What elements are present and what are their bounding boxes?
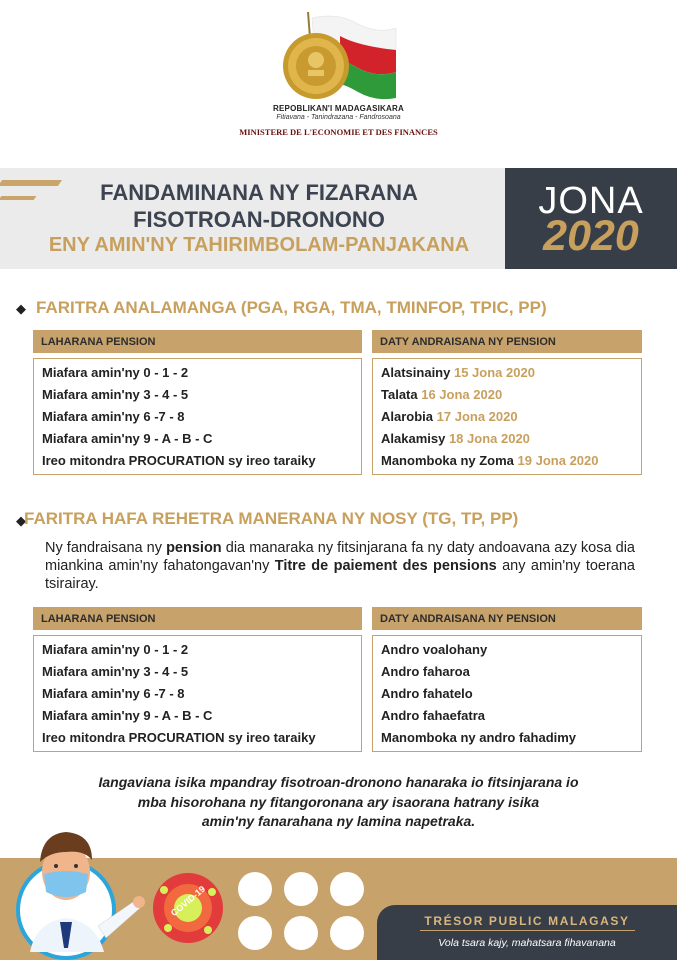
date: 18 Jona 2020 (448, 431, 530, 446)
republic-name: REPOBLIKAN'I MADAGASIKARA (273, 104, 404, 113)
title-year: 2020 (543, 212, 639, 260)
tresor-public-motto: Vola tsara kajy, mahatsara fihavanana (438, 937, 616, 949)
section1-pension-list (33, 358, 362, 475)
weekday: Manomboka ny Zoma (381, 453, 514, 468)
republic-motto: Fitiavana - Tanindrazana - Fandrosoana (276, 114, 401, 121)
list-item: Miafara amin'ny 0 - 1 - 2 (42, 642, 189, 657)
list-item: Andro voalohany (381, 642, 488, 657)
crowd-icon (330, 872, 364, 906)
weekday: Alatsinainy (381, 365, 451, 380)
list-item: Miafara amin'ny 3 - 4 - 5 (42, 387, 189, 402)
section2-pension-list (33, 635, 362, 752)
date: 15 Jona 2020 (453, 365, 535, 380)
tresor-public-name: TRÉSOR PUBLIC MALAGASY (424, 914, 630, 928)
list-item: Miafara amin'ny 6 -7 - 8 (42, 409, 185, 424)
ministry-name: MINISTERE DE L'ECONOMIE ET DES FINANCES (239, 127, 438, 137)
no-handshake-icon (284, 916, 318, 950)
list-item: Ireo mitondra PROCURATION sy ireo taraiky (42, 730, 316, 745)
divider (420, 930, 635, 931)
paragraph-bold: Titre de paiement des pensions (274, 558, 497, 574)
social-distance-icon (330, 916, 364, 950)
closing-line-3: amin'ny fanarahana ny lamina napetraka. (201, 813, 476, 829)
covid-label: COVID-19 (168, 883, 208, 919)
weekday: Talata (381, 387, 418, 402)
diamond-bullet-icon: ◆ (16, 301, 26, 316)
section1-col2-header: DATY ANDRAISANA NY PENSION (372, 330, 642, 353)
paragraph-text: Ny fandraisana ny (45, 540, 167, 556)
list-item (381, 387, 502, 402)
section2-day-list (372, 635, 642, 752)
list-item (381, 409, 518, 424)
section1-col1-header: LAHARANA PENSION (33, 330, 362, 353)
diamond-bullet-icon: ◆ (16, 513, 26, 528)
list-item (381, 453, 599, 468)
paragraph-text: any amin'ny toerana tsirairay. (45, 558, 635, 592)
list-item: Miafara amin'ny 9 - A - B - C (42, 431, 213, 446)
closing-line-1: Iangaviana isika mpandray fisotroan-dronono hanaraka io fitsinjarana io (98, 774, 579, 790)
title-line-3: ENY AMIN'NY TAHIRIMBOLAM-PANJAKANA (48, 234, 470, 256)
handwash-icon (238, 872, 272, 906)
section2-col2-header: DATY ANDRAISANA NY PENSION (372, 607, 642, 630)
weekday: Alakamisy (381, 431, 446, 446)
list-item: Manomboka ny andro fahadimy (381, 730, 577, 745)
list-item: Miafara amin'ny 0 - 1 - 2 (42, 365, 189, 380)
section2-heading: FARITRA HAFA REHETRA MANERANA NY NOSY (TG, TP, PP) (24, 509, 519, 528)
list-item: Andro fahaefatra (381, 708, 486, 723)
paragraph-bold: pension (166, 540, 222, 556)
list-item: Miafara amin'ny 3 - 4 - 5 (42, 664, 189, 679)
list-item: Andro fahatelo (381, 686, 473, 701)
list-item (381, 365, 535, 380)
banner-decoration (0, 196, 36, 200)
title-line-1: FANDAMINANA NY FIZARANA (100, 180, 418, 205)
list-item: Andro faharoa (381, 664, 470, 679)
section2-col1-header: LAHARANA PENSION (33, 607, 362, 630)
list-item (381, 431, 530, 446)
face-mask-icon (238, 916, 272, 950)
title-line-2: FISOTROAN-DRONONO (133, 207, 385, 232)
list-item: Miafara amin'ny 9 - A - B - C (42, 708, 213, 723)
section1-heading: FARITRA ANALAMANGA (PGA, RGA, TMA, TMINFOP, TPIC, PP) (36, 298, 547, 317)
date: 16 Jona 2020 (421, 387, 503, 402)
date: 17 Jona 2020 (436, 409, 518, 424)
title-month: JONA (538, 180, 644, 222)
sanitizer-icon (284, 872, 318, 906)
masked-man-illustration (8, 822, 148, 960)
closing-line-2: mba hisorohana ny fitangoronana ary isaorana hatrany isika (137, 793, 540, 810)
paragraph-text: dia manaraka ny fitsinjarana fa ny daty andoavana azy kosa dia miankina amin'ny fahatongavan'ny (45, 540, 635, 574)
section2-paragraph (45, 539, 635, 593)
section1-date-list (372, 358, 642, 475)
republic-seal-logo (278, 10, 408, 105)
date: 19 Jona 2020 (517, 453, 599, 468)
list-item: Miafara amin'ny 6 -7 - 8 (42, 686, 185, 701)
weekday: Alarobia (381, 409, 434, 424)
list-item: Ireo mitondra PROCURATION sy ireo taraiky (42, 453, 316, 468)
